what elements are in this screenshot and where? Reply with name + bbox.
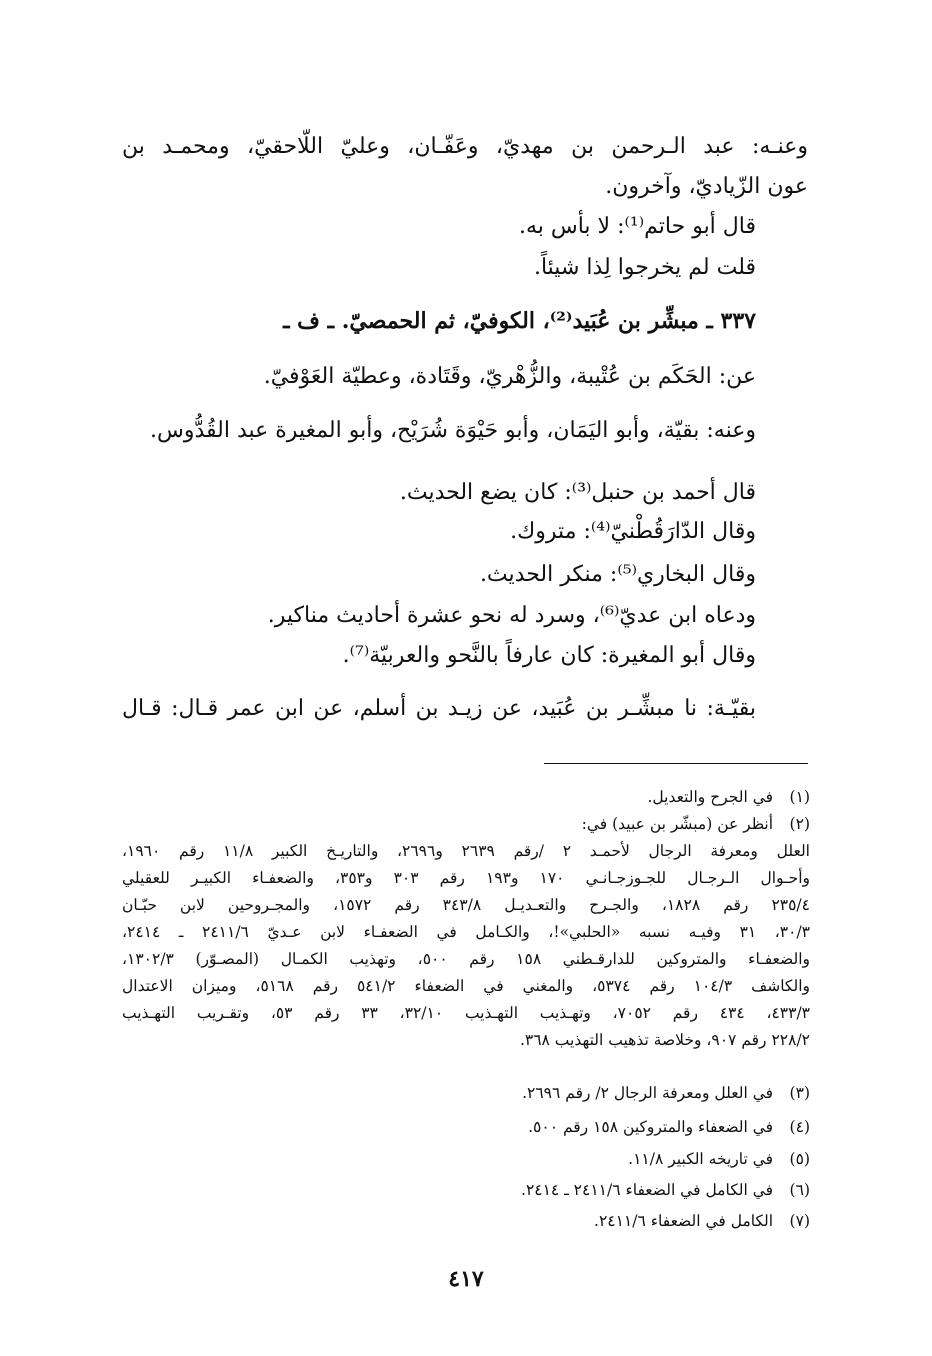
footnote-2 (582, 811, 810, 837)
footnote-7 (594, 1208, 810, 1234)
footnote-text: في العلل ومعرفة الرجال ٢/ رقم ٢٦٩٦. (522, 1084, 774, 1102)
footnote-number: (٥) (789, 1150, 810, 1168)
page-number: ٤١٧ (448, 1266, 484, 1292)
footnote-2-line: ٣٠/٣، ٣١ وفيـه نسبه «الحلبي»!، والكـامل في الضعفـاء لابن عـديّ ٢٤١١/٦ ـ ٢٤١٤، (122, 923, 810, 941)
body-line-7: وعنه: بقيّة، وأبو اليَمَان، وأبو حَيْوَة شُرَيْح، وأبو المغيرة عبد القُدُّوس. (150, 418, 756, 443)
footnote-2-line: وأحـوال الـرجـال للجـوزجـانـي ١٧٠ و١٩٣ رقم ٣٠٣ و٣٥٣، والضعفـاء الكبيـر للعقيلي (122, 869, 811, 887)
body-line-2: عون الزّياديّ، وآخرون. (605, 174, 808, 199)
footnote-text: الكامل في الضعفاء ٢٤١١/٦. (594, 1212, 774, 1230)
footnote-6 (521, 1177, 810, 1203)
footnote-number: (٣) (789, 1084, 810, 1102)
body-line-13: بقيّـة: نا مبشِّـر بن عُبَيد، عن زيـد بن أسلم، عن ابن عمر قـال: قـال (122, 696, 756, 721)
footnote-1 (648, 784, 811, 810)
footnote-3 (522, 1080, 810, 1106)
footnote-number: (٦) (789, 1181, 810, 1199)
footnote-number: (٢) (789, 815, 810, 833)
footnote-number: (٤) (789, 1118, 810, 1136)
body-line-9: وقال الدّارَقُطْنيّ⁽⁴⁾: متروك. (510, 519, 756, 544)
footnote-2-line: والضعفـاء والمتروكين للدارقـطني ١٥٨ رقم ٥٠٠، وتهذيب الكمـال (المصـوّر) ١٣٠٢/٣، (122, 950, 810, 968)
footnote-text: في الضعفاء والمتروكين ١٥٨ رقم ٥٠٠. (528, 1118, 774, 1136)
footnote-text: في الكامل في الضعفاء ٢٤١١/٦ ـ ٢٤١٤. (521, 1181, 774, 1199)
footnote-4 (528, 1114, 810, 1140)
footnote-number: (١) (789, 788, 810, 806)
body-line-12: وقال أبو المغيرة: كان عارفاً بالنَّحو والعربيّة⁽⁷⁾. (342, 643, 756, 668)
footnote-2-line: والكاشف ١٠٤/٣ رقم ٥٣٧٤، والمغني في الضعفاء ٥٤١/٢ رقم ٥١٦٨، وميزان الاعتدال (122, 977, 810, 995)
body-line-6: عن: الحَكَم بن عُتْيبة، والزُّهْريّ، وقَتَادة، وعطيّة العَوْفيّ. (263, 364, 756, 389)
footnote-2-line: ٢٣٥/٤ رقم ١٨٢٨، والجـرح والتعـديـل ٣٤٣/٨ رقم ١٥٧٢، والمجـروحين لابن حبّـان (122, 896, 810, 914)
body-line-8: قال أحمد بن حنبل⁽³⁾: كان يضع الحديث. (399, 480, 756, 505)
body-line-1: وعنـه: عبد الـرحمن بن مهديّ، وعَفّـان، وعليّ اللّاحقيّ، ومحمـد بن (122, 134, 808, 159)
body-line-3: قال أبو حاتم⁽¹⁾: لا بأس به. (518, 214, 756, 239)
footnote-text: أنظر عن (مبشّر بن عبيد) في: (581, 815, 774, 833)
entry-heading-337: ٣٣٧ ـ مبشِّر بن عُبَيد⁽²⁾، الكوفيّ، ثم الحمصيّ. ـ ف ـ (283, 308, 756, 334)
body-line-10: وقال البخاري⁽⁵⁾: منكر الحديث. (479, 562, 756, 587)
footnote-number: (٧) (789, 1212, 810, 1230)
footnote-5 (628, 1146, 810, 1172)
body-line-4: قلت لم يخرجوا لِذا شيئاً. (533, 255, 756, 280)
footnote-text: في الجرح والتعديل. (647, 788, 774, 806)
footnote-2-line: ٢٢٨/٢ رقم ٩٠٧، وخلاصة تذهيب التهذيب ٣٦٨. (519, 1031, 810, 1049)
footnote-2-line: العلل ومعرفة الرجال لأحمـد ٢ /رقم ٢٦٣٩ و٢٦٩٦، والتاريـخ الكبير ١١/٨ رقم ١٩٦٠، (122, 842, 810, 860)
footnote-separator (544, 763, 808, 764)
footnote-2-line: ٤٣٣/٣، ٤٣٤ رقم ٧٠٥٢، وتهـذيب التهـذيب ٣٢/١٠، ٣٣ رقم ٥٣، وتقـريب التهـذيب (122, 1004, 810, 1022)
footnote-text: في تاريخه الكبير ١١/٨. (628, 1150, 774, 1168)
body-line-11: ودعاه ابن عديّ⁽⁶⁾، وسرد له نحو عشرة أحاديث مناكير. (267, 603, 756, 628)
